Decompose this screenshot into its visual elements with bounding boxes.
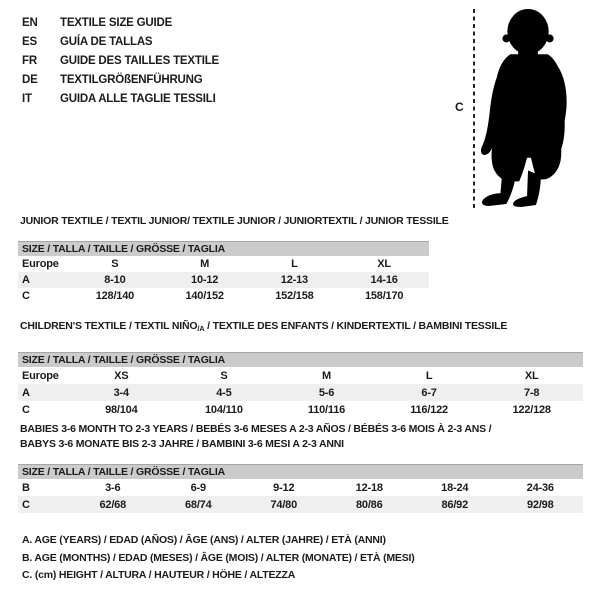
babies-section-title-line2: BABYS 3-6 MONATE BIS 2-3 JAHRE / BAMBINI 3-6 MESI A 2-3 ANNI	[20, 438, 344, 450]
table-row	[18, 496, 583, 513]
children-title-subscript: /A	[197, 324, 205, 333]
table-cell: 10-12	[191, 274, 219, 286]
table-cell: 6-9	[190, 481, 206, 494]
table-cell: 9-12	[273, 481, 295, 494]
table-cell: 18-24	[441, 481, 469, 494]
row-label: C	[22, 290, 30, 302]
language-row-de	[22, 70, 219, 89]
row-label: A	[22, 274, 30, 286]
table-cell: L	[425, 369, 433, 382]
table-cell: 128/140	[95, 290, 135, 302]
table-cell: 14-16	[370, 274, 398, 286]
height-figure	[450, 0, 600, 215]
table-cell: 92/98	[526, 498, 554, 511]
row-label: Europe	[22, 258, 59, 270]
language-title: GUIDA ALLE TAGLIE TESSILI	[60, 92, 216, 105]
table-cell: 7-8	[524, 386, 540, 399]
language-title: GUIDE DES TAILLES TEXTILE	[60, 54, 219, 67]
language-code: FR	[22, 54, 37, 67]
table-cell: 158/170	[364, 290, 404, 302]
language-row-es	[22, 32, 219, 51]
row-label: A	[22, 386, 30, 399]
junior-table	[18, 241, 429, 304]
children-title-suffix: / TEXTILE DES ENFANTS / KINDERTEXTIL / BAMBINI TESSILE	[204, 320, 508, 332]
table-cell: 4-5	[216, 386, 232, 399]
language-row-fr	[22, 51, 219, 70]
language-row-en	[22, 13, 219, 32]
table-cell: 3-4	[113, 386, 129, 399]
table-cell: 12-13	[280, 274, 308, 286]
language-code: EN	[22, 16, 38, 29]
height-measure-label: C	[455, 100, 464, 114]
table-cell: 3-6	[105, 481, 121, 494]
table-cell: M	[200, 258, 210, 270]
table-cell: XL	[524, 369, 539, 382]
table-cell: 6-7	[421, 386, 437, 399]
footnote-c: C. (cm) HEIGHT / ALTURA / HAUTEUR / HÖHE / ALTEZZA	[22, 569, 296, 581]
table-cell: XS	[114, 369, 129, 382]
table-cell: S	[111, 258, 119, 270]
language-row-it	[22, 89, 219, 108]
junior-size-header: SIZE / TALLA / TAILLE / GRÖSSE / TAGLIA	[18, 241, 429, 256]
table-cell: L	[291, 258, 298, 270]
footnote-b: B. AGE (MONTHS) / EDAD (MESES) / ÂGE (MOIS) / ALTER (MONATE) / ETÀ (MESI)	[22, 551, 415, 564]
table-cell: 24-36	[526, 481, 554, 494]
table-cell: 104/110	[205, 403, 243, 416]
row-label: B	[22, 481, 30, 494]
children-size-header: SIZE / TALLA / TAILLE / GRÖSSE / TAGLIA	[18, 352, 583, 367]
table-cell: 62/68	[99, 498, 127, 511]
table-row	[18, 479, 583, 496]
table-row	[18, 384, 583, 401]
height-dotted-line	[473, 9, 475, 208]
table-row	[18, 272, 429, 288]
row-label: Europe	[22, 369, 59, 382]
language-title: GUÍA DE TALLAS	[60, 35, 153, 48]
language-list	[22, 13, 219, 108]
children-title-prefix: CHILDREN'S TEXTILE / TEXTIL NIÑO	[20, 320, 198, 332]
language-code: ES	[22, 35, 37, 48]
table-cell: 116/122	[410, 403, 448, 416]
table-cell: 110/116	[307, 403, 346, 416]
table-cell: 80/86	[355, 498, 383, 511]
babies-size-header: SIZE / TALLA / TAILLE / GRÖSSE / TAGLIA	[18, 464, 583, 479]
table-cell: 8-10	[104, 274, 126, 286]
table-cell: 5-6	[318, 386, 335, 399]
table-cell: 86/92	[441, 498, 469, 511]
table-row	[18, 256, 429, 272]
table-cell: 140/152	[185, 290, 224, 302]
table-cell: M	[322, 369, 331, 382]
table-cell: 74/80	[270, 498, 298, 511]
table-cell: XL	[377, 258, 391, 270]
babies-section-title-line1: BABIES 3-6 MONTH TO 2-3 YEARS / BEBÉS 3-6 MESES A 2-3 AÑOS / BÉBÉS 3-6 MOIS À 2-3 ANS /	[20, 423, 492, 435]
footnotes	[22, 534, 415, 587]
baby-silhouette-icon	[480, 5, 580, 207]
children-table	[18, 352, 583, 418]
table-row	[18, 288, 429, 304]
language-code: DE	[22, 73, 38, 86]
language-title: TEXTILE SIZE GUIDE	[60, 16, 173, 29]
table-cell: 122/128	[512, 403, 551, 416]
row-label: C	[22, 498, 30, 511]
footnote-a: A. AGE (YEARS) / EDAD (AÑOS) / ÂGE (ANS) / ALTER (JAHRE) / ETÀ (ANNI)	[22, 534, 386, 546]
row-label: C	[22, 403, 30, 416]
table-cell: 98/104	[105, 403, 138, 416]
table-cell: S	[220, 369, 228, 382]
table-row	[18, 401, 583, 418]
table-row	[18, 367, 583, 384]
language-code: IT	[22, 92, 32, 105]
language-title: TEXTILGRÖßENFÜHRUNG	[60, 73, 203, 86]
junior-section-title: JUNIOR TEXTILE / TEXTIL JUNIOR/ TEXTILE JUNIOR / JUNIORTEXTIL / JUNIOR TESSILE	[20, 215, 449, 227]
babies-table	[18, 464, 583, 513]
table-cell: 152/158	[275, 290, 314, 302]
table-cell: 68/74	[184, 498, 212, 511]
table-cell: 12-18	[355, 481, 383, 494]
children-section-title	[20, 320, 507, 333]
